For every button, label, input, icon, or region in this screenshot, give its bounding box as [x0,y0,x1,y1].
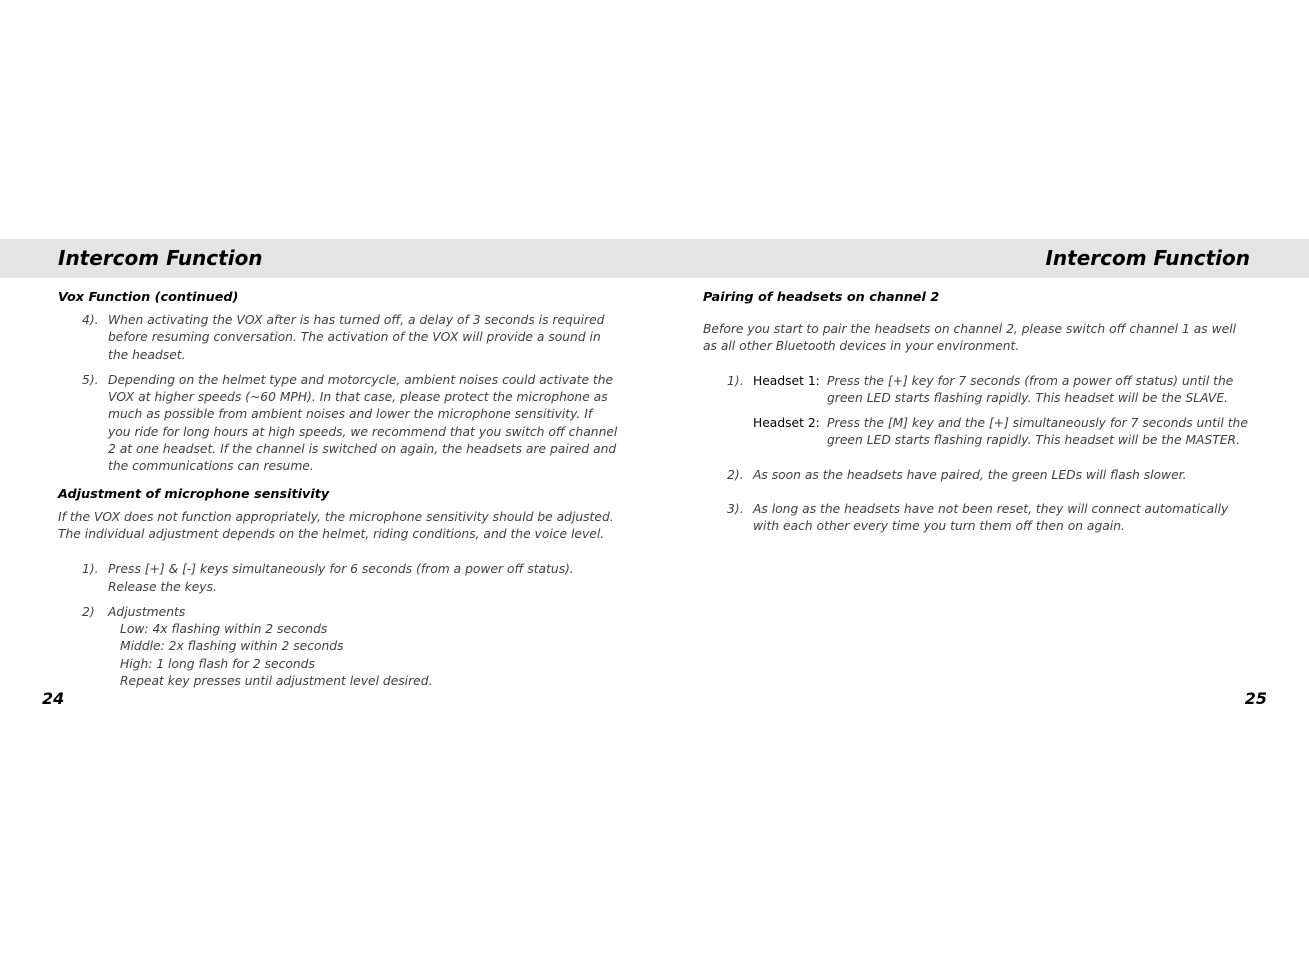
headset-2-text: Press the [M] key and the [+] simultaneously for 7 seconds until the green LED starts flashing rapidly. This headset will be the MASTER. [827,416,1248,448]
mic-heading: Adjustment of microphone sensitivity [58,486,330,502]
page-title-right: Intercom Function [1045,246,1250,270]
page-number-right: 25 [1244,689,1267,708]
mic-item-1-text: Press [+] & [-] keys simultaneously for 6 seconds (from a power off status). Release the keys. [108,562,574,594]
vox-heading: Vox Function (continued) [58,290,239,305]
right-page-content [703,289,1248,536]
vox-item-4-number: 4). [82,313,99,327]
pairing-heading: Pairing of headsets on channel 2 [703,290,940,305]
adjustment-low: Low: 4x flashing within 2 seconds [120,622,328,637]
vox-item-5 [58,372,618,476]
pairing-intro: Before you start to pair the headsets on channel 2, please switch off channel 1 as well as all other Bluetooth devices in your environment. [703,322,1237,354]
vox-item-5-text: Depending on the helmet type and motorcycle, ambient noises could activate the VOX at higher speeds (~60 MPH). In that case, please protect the microphone as much as possible from ambient noises and lower the microphone sensitivity. If you ride for long hours at high speeds, we recommend that you switch off channel 2 at one headset. If the channel is switched on again, the headsets are paired and the communications can resume. [108,372,618,474]
pairing-step-3-number: 3). [727,502,744,517]
headset-1-row [753,373,1248,408]
pairing-step-3 [703,501,1248,536]
pairing-step-2-text: As soon as the headsets have paired, the green LEDs will flash slower. [753,467,1187,482]
mic-item-2-number: 2) [82,604,95,619]
vox-item-5-number: 5). [82,372,99,387]
pairing-step-2-number: 2). [727,467,744,482]
adjustment-middle: Middle: 2x flashing within 2 seconds [120,639,344,654]
headset-2-label: Headset 2: [753,416,820,431]
left-page-content [58,289,618,690]
adjustment-repeat-note: Repeat key presses until adjustment level desired. [120,674,433,689]
pairing-step-1 [703,373,1248,450]
page-number-left: 24 [42,689,65,708]
headset-2-row [753,415,1248,450]
mic-item-2 [58,604,618,690]
page-title-left: Intercom Function [58,246,263,270]
mic-intro: If the VOX does not function appropriately, the microphone sensitivity should be adjusted. The individual adjustment depends on the helmet, riding conditions, and the voice level. [58,509,614,541]
headset-1-text: Press the [+] key for 7 seconds (from a power off status) until the green LED starts flashing rapidly. This headset will be the SLAVE. [827,373,1234,405]
pairing-step-1-number: 1). [727,373,744,388]
vox-item-4-text: When activating the VOX after is has turned off, a delay of 3 seconds is required before resuming conversation. The activation of the VOX will provide a sound in the headset. [108,313,605,362]
headset-1-label: Headset 1: [753,373,820,388]
mic-item-1 [58,561,618,596]
vox-item-4 [58,312,618,364]
adjustment-high: High: 1 long flash for 2 seconds [120,656,315,671]
pairing-step-3-text: As long as the headsets have not been reset, they will connect automatically with each other every time you turn them off then on again. [753,502,1229,534]
mic-item-2-text: Adjustments [108,604,186,619]
mic-item-1-number: 1). [82,562,99,577]
pairing-step-2 [703,467,1248,484]
